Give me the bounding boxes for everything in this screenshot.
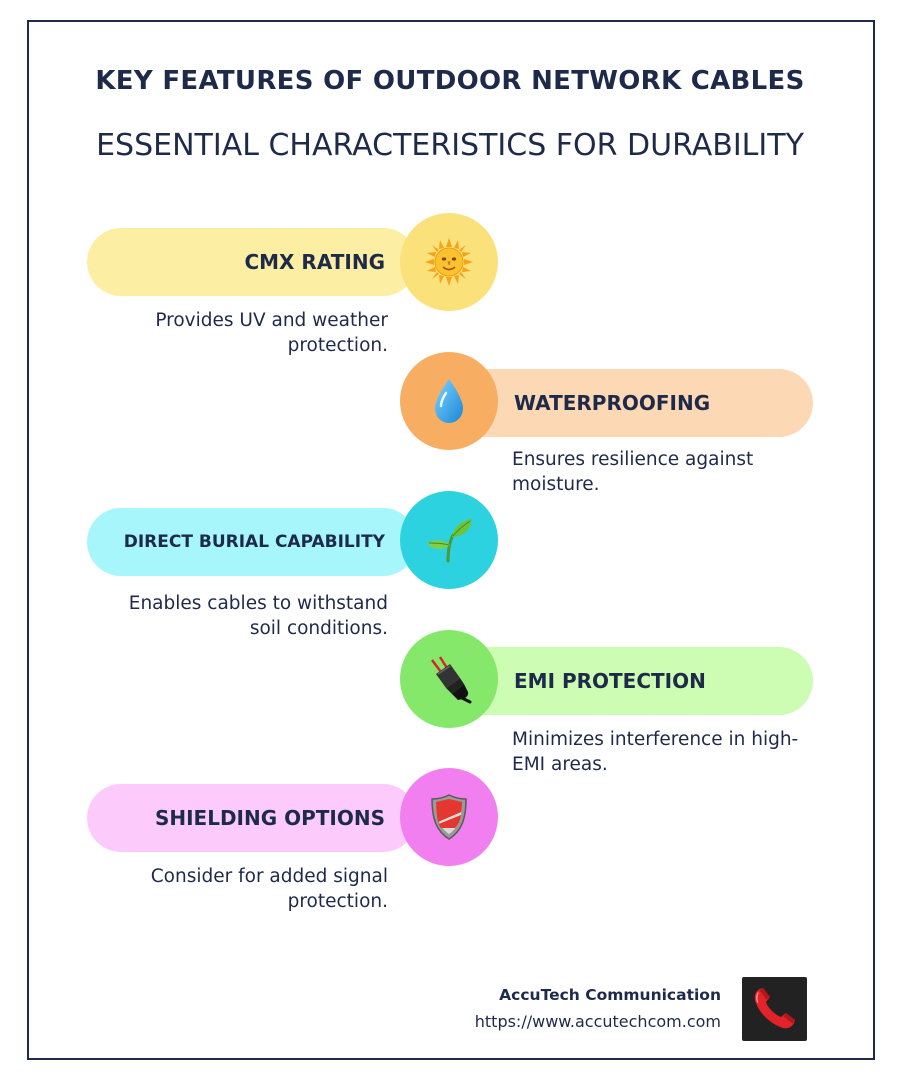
water-drop-icon [424,376,474,426]
company-name: AccuTech Communication [499,986,721,1004]
feature-pill-cmx-rating [87,228,417,296]
feature-description-emi-protection: Minimizes interference in high-EMI areas. [512,729,799,775]
plug-icon [424,654,474,704]
sun-icon [424,237,474,287]
feature-pill-shielding-options [87,784,417,852]
page-subtitle: ESSENTIAL CHARACTERISTICS FOR DURABILITY [96,128,804,163]
feature-circle-emi-protection [400,630,498,728]
shield-icon [424,792,474,842]
feature-pill-direct-burial [87,508,417,576]
feature-circle-shielding-options [400,768,498,866]
feature-label: WATERPROOFING [514,391,711,415]
feature-description-shielding-options: Consider for added signal protection. [150,866,388,912]
feature-circle-waterproofing [400,352,498,450]
feature-description-direct-burial: Enables cables to withstand soil conditions. [128,593,388,639]
feature-label: CMX RATING [244,250,385,274]
company-url[interactable]: https://www.accutechcom.com [474,1012,721,1031]
page-title: KEY FEATURES OF OUTDOOR NETWORK CABLES [95,66,805,96]
feature-description-waterproofing: Ensures resilience against moisture. [512,449,754,495]
feature-label: DIRECT BURIAL CAPABILITY [123,532,385,552]
feature-label: SHIELDING OPTIONS [154,806,385,830]
feature-circle-direct-burial [400,491,498,589]
seedling-icon [424,515,474,565]
phone-logo [742,977,807,1041]
telephone-icon [750,985,799,1033]
feature-circle-cmx-rating [400,213,498,311]
feature-description-cmx-rating: Provides UV and weather protection. [155,310,388,356]
feature-label: EMI PROTECTION [514,669,706,693]
